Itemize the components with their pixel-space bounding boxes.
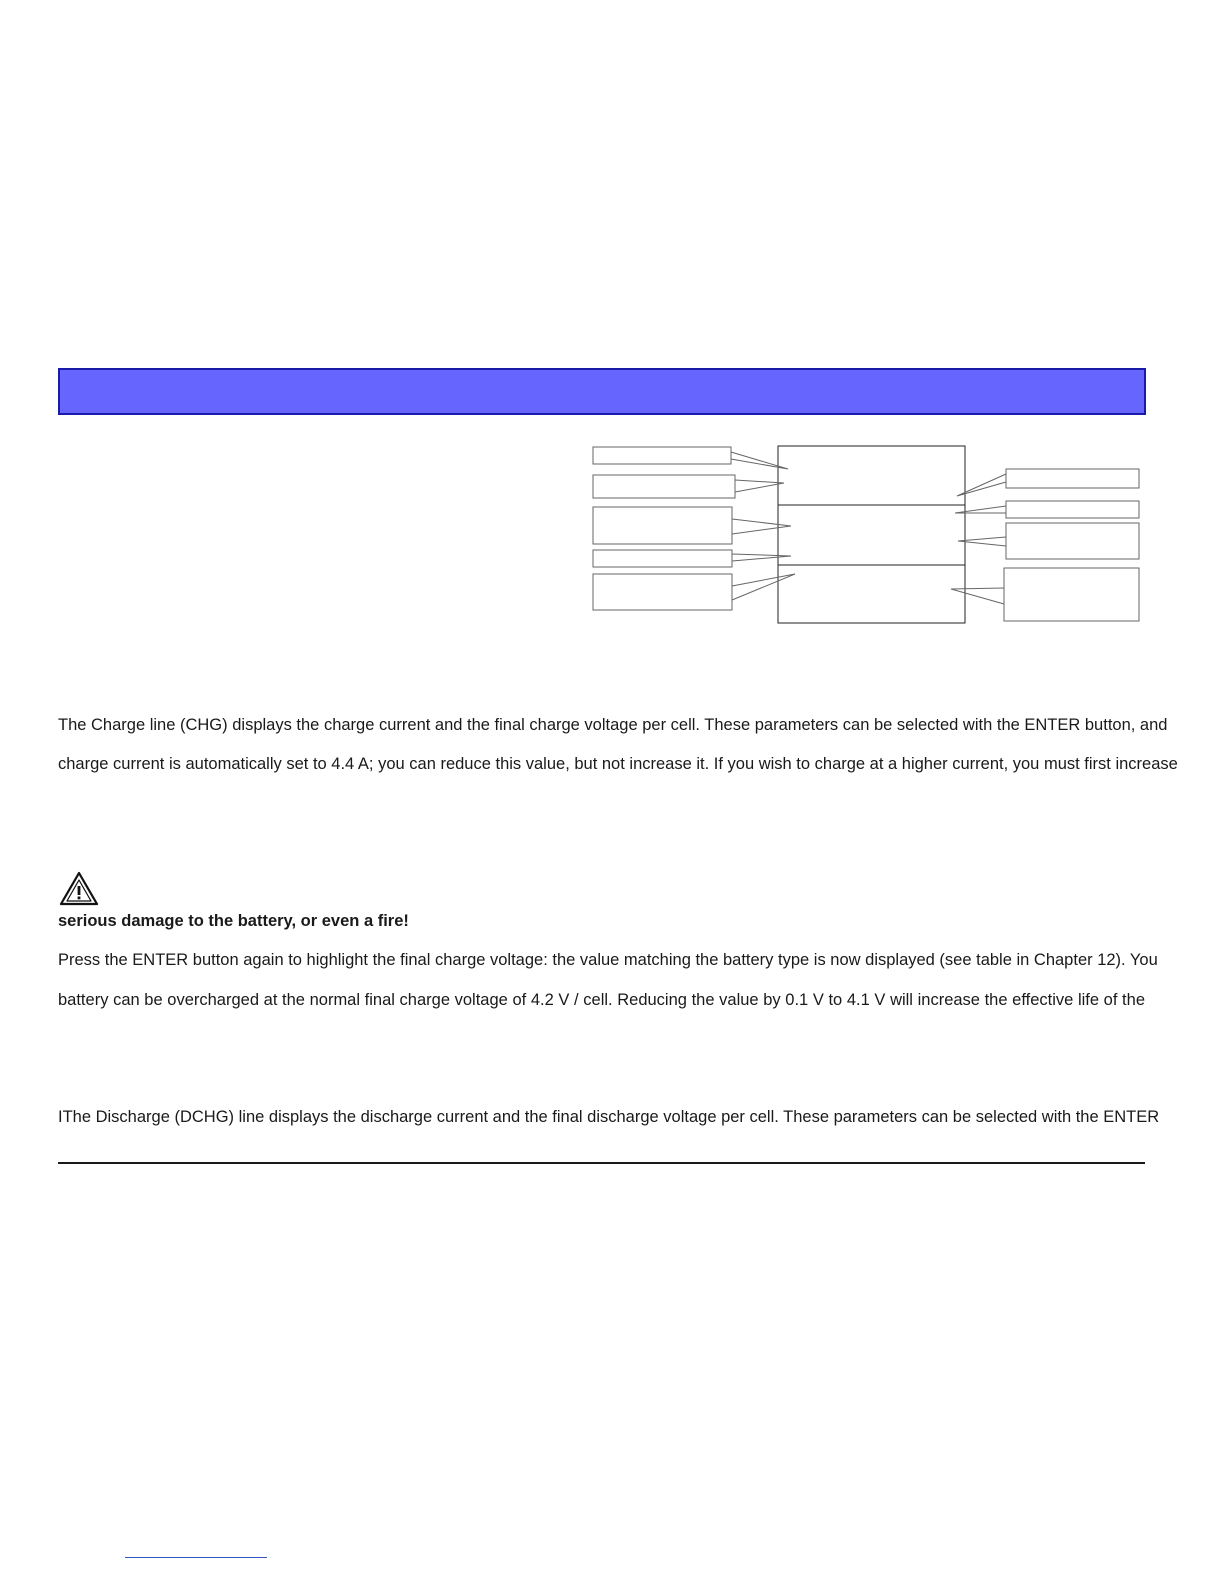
leader-right-2	[955, 506, 1006, 513]
enter-paragraph-line-1: Press the ENTER button again to highlight the final charge voltage: the value matching the battery type is now displayed (see table in Chapter 12). You	[58, 951, 1158, 969]
warning-triangle-icon	[58, 870, 100, 908]
callout-box-left-3	[593, 507, 732, 544]
leader-right-4	[951, 588, 1004, 604]
display-screen	[778, 446, 965, 623]
callout-box-right-2	[1006, 501, 1139, 518]
footer-link-underline[interactable]	[125, 1557, 267, 1558]
charge-paragraph-line-1: The Charge line (CHG) displays the charge current and the final charge voltage per cell. These parameters can be selected with the ENTER button, and	[58, 716, 1168, 734]
horizontal-rule	[58, 1162, 1145, 1164]
charge-paragraph-line-2: charge current is automatically set to 4.4 A; you can reduce this value, but not increase it. If you wish to charge at a higher current, you must first increase	[58, 755, 1178, 773]
leader-left-3	[732, 519, 791, 534]
callout-box-left-2	[593, 475, 735, 498]
leader-left-2	[735, 480, 784, 492]
leader-left-4	[732, 554, 791, 561]
leader-left-5	[732, 574, 795, 600]
enter-paragraph-line-2: battery can be overcharged at the normal final charge voltage of 4.2 V / cell. Reducing the value by 0.1 V to 4.1 V will increase the effective life of the	[58, 991, 1145, 1009]
discharge-paragraph-line-1: IThe Discharge (DCHG) line displays the discharge current and the final discharge voltage per cell. These parameters can be selected with the ENTER	[58, 1108, 1160, 1126]
leader-right-3	[958, 537, 1006, 546]
section-header-banner	[58, 368, 1146, 415]
callout-box-right-3	[1006, 523, 1139, 559]
leader-left-1	[731, 452, 788, 469]
callout-box-left-1	[593, 447, 731, 464]
callout-box-right-1	[1006, 469, 1139, 488]
warning-bold-text: serious damage to the battery, or even a fire!	[58, 912, 409, 930]
callout-box-left-5	[593, 574, 732, 610]
callout-box-right-4	[1004, 568, 1139, 621]
leader-right-1	[957, 474, 1006, 496]
callout-box-left-4	[593, 550, 732, 567]
